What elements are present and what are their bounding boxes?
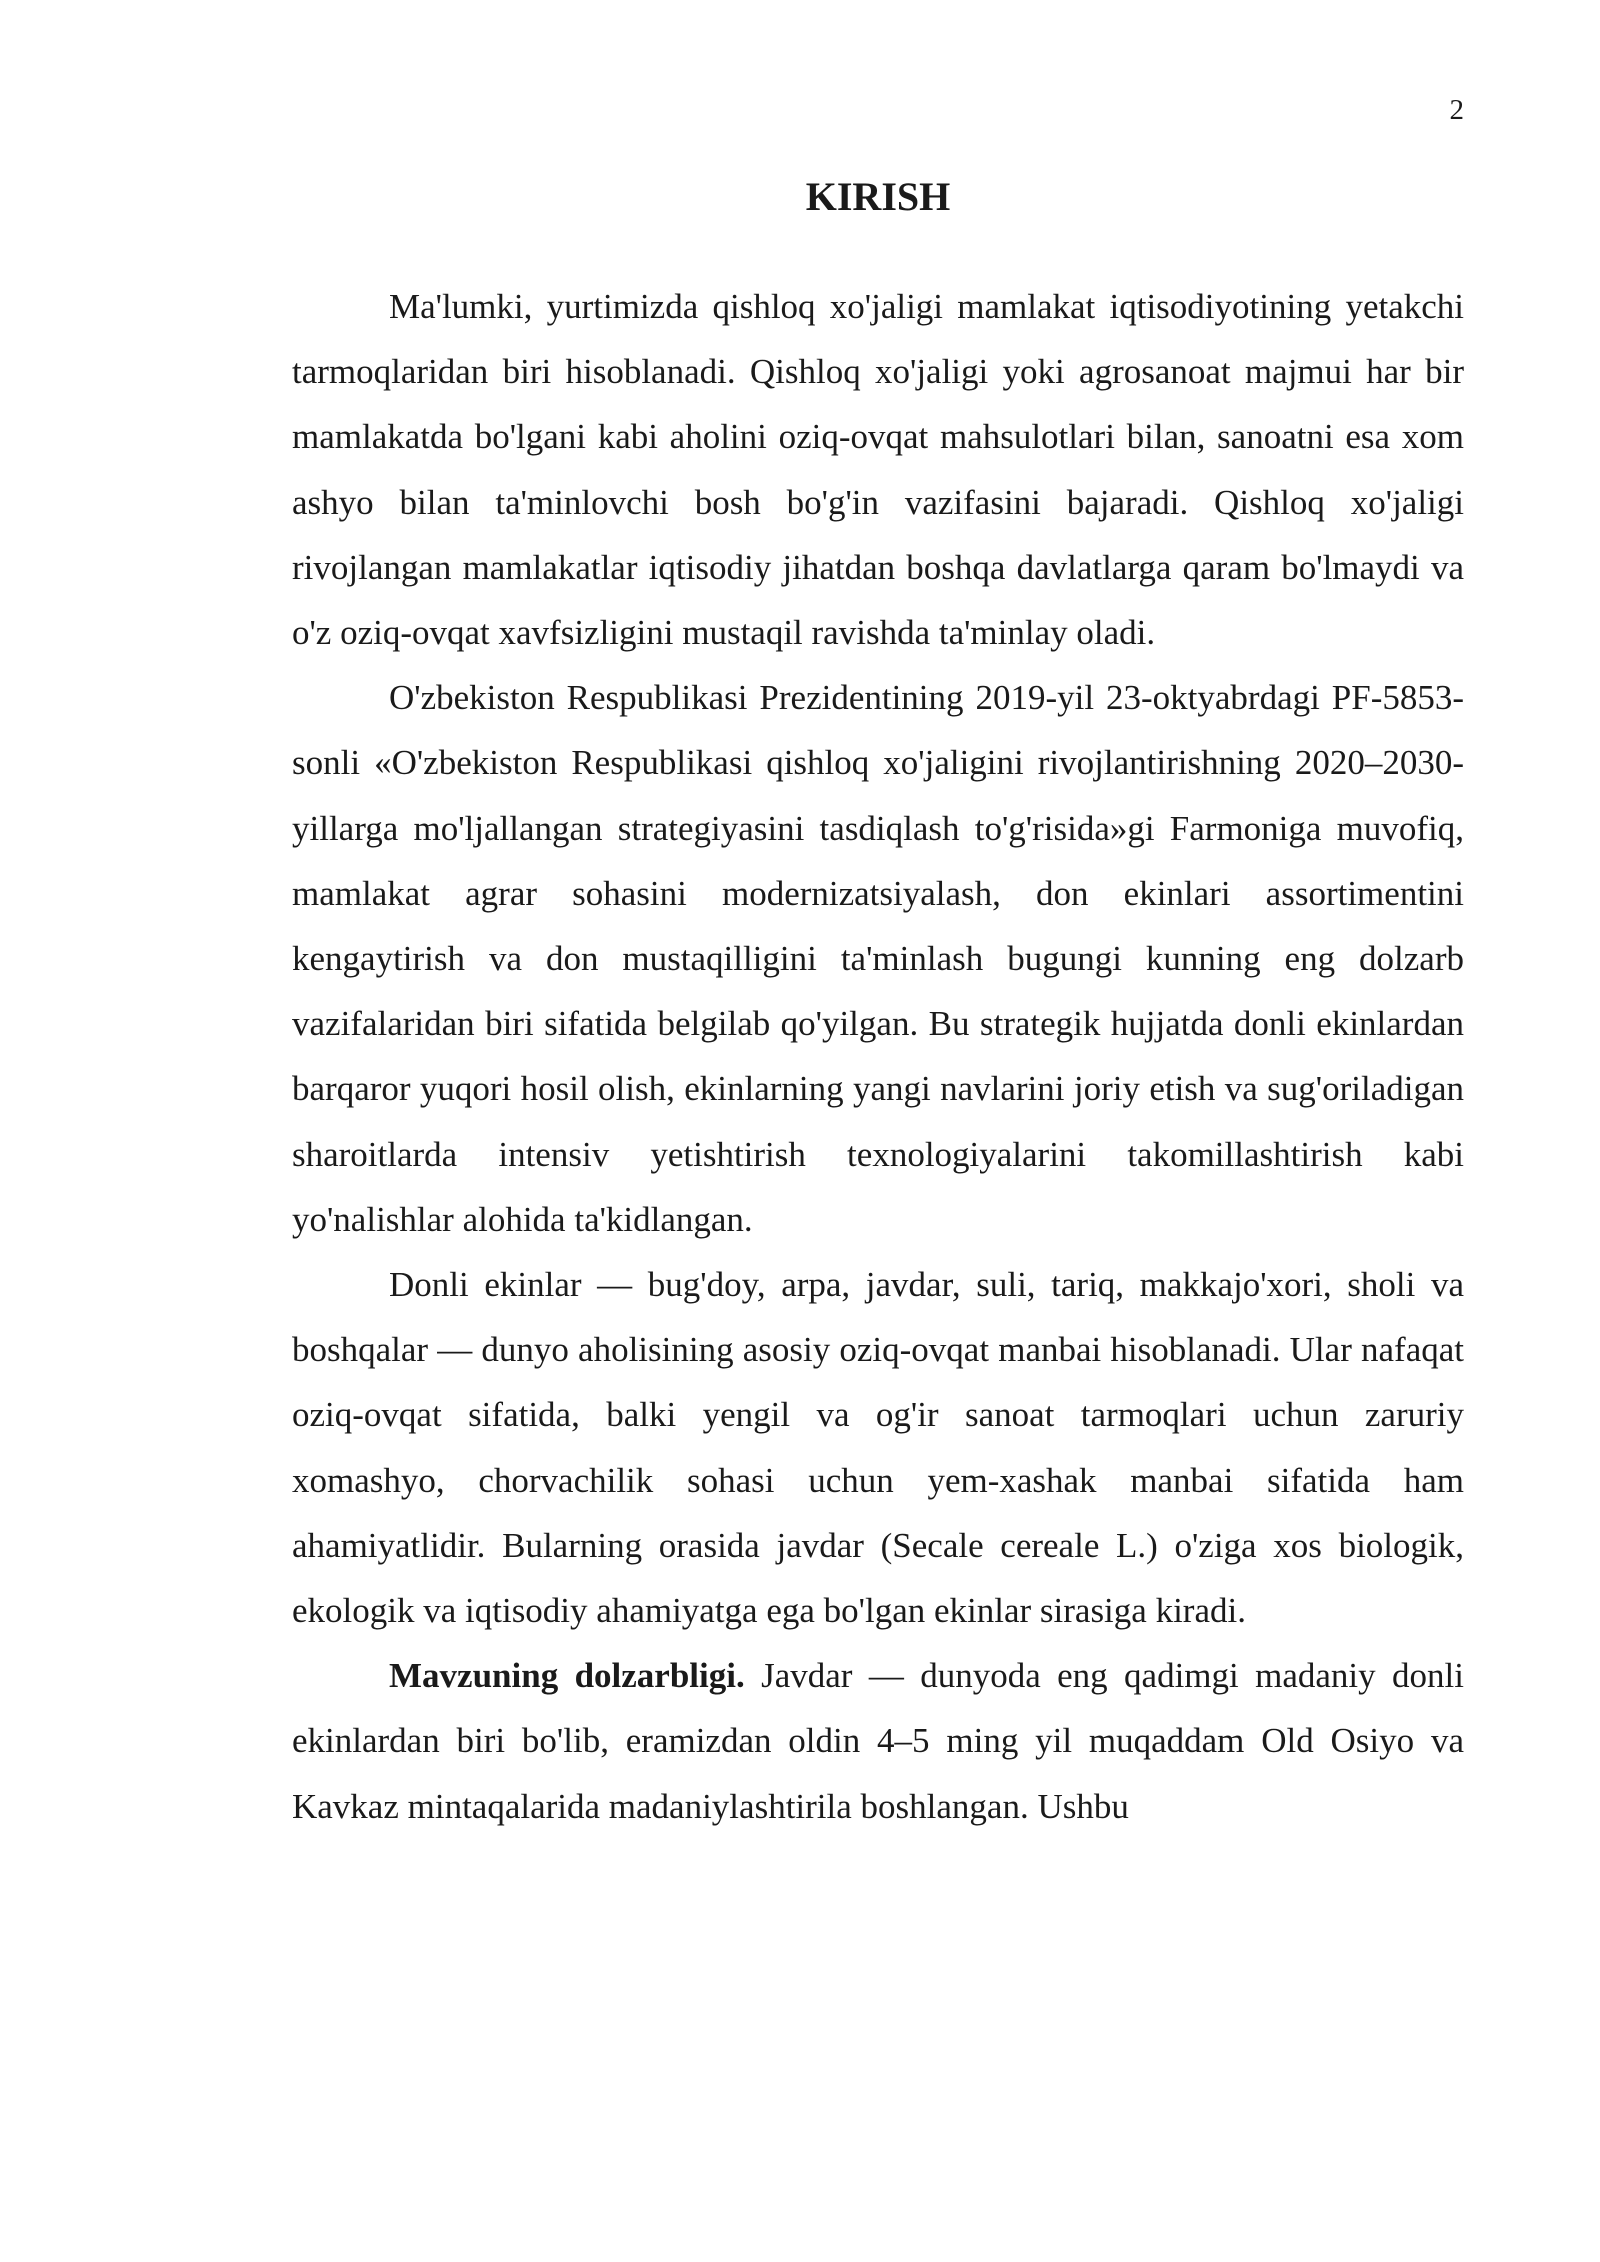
page-number: 2: [1449, 94, 1464, 126]
document-body: [292, 274, 1464, 1839]
paragraph-decree: O'zbekiston Respublikasi Prezidentining 2019-yil 23-oktyabrdagi PF-5853-sonli «O'zbekiston Respublikasi qishloq xo'jaligini rivojlantirishning 2020–2030-yillarga mo'ljallangan strategiyasini tasdiqlash to'g'risida»gi Farmoniga muvofiq, mamlakat agrar sohasini modernizatsiyalash, don ekinlari assortimentini kengaytirish va don mustaqilligini ta'minlash bugungi kunning eng dolzarb vazifalaridan biri sifatida belgilab qo'yilgan. Bu strategik hujjatda donli ekinlardan barqaror yuqori hosil olish, ekinlarning yangi navlarini joriy etish va sug'oriladigan sharoitlarda intensiv yetishtirish texnologiyalarini takomillashtirish kabi yo'nalishlar alohida ta'kidlangan.: [292, 678, 1464, 1239]
paragraph-intro: Ma'lumki, yurtimizda qishloq xo'jaligi mamlakat iqtisodiyotining yetakchi tarmoqlaridan biri hisoblanadi. Qishloq xo'jaligi yoki agrosanoat majmui har bir mamlakatda bo'lgani kabi aholini oziq-ovqat mahsulotlari bilan, sanoatni esa xom ashyo bilan ta'minlovchi bosh bo'g'in vazifasini bajaradi. Qishloq xo'jaligi rivojlangan mamlakatlar iqtisodiy jihatdan boshqa davlatlarga qaram bo'lmaydi va o'z oziq-ovqat xavfsizligini mustaqil ravishda ta'minlay oladi.: [292, 287, 1464, 653]
paragraph-cereals: Donli ekinlar — bug'doy, arpa, javdar, suli, tariq, makkajo'xori, sholi va boshqalar — dunyo aholisining asosiy oziq-ovqat manbai hisoblanadi. Ular nafaqat oziq-ovqat sifatida, balki yengil va og'ir sanoat tarmoqlari uchun zaruriy xomashyo, chorvachilik sohasi uchun yem-xashak manbai sifatida ham ahamiyatlidir. Bularning orasida javdar (Secale cereale L.) o'ziga xos biologik, ekologik va iqtisodiy ahamiyatga ega bo'lgan ekinlar sirasiga kiradi.: [292, 1265, 1464, 1631]
page-title: KIRISH: [805, 174, 951, 219]
relevance-heading: Mavzuning dolzarbligi.: [389, 1656, 745, 1696]
relevance-text: Javdar — dunyoda eng qadimgi madaniy donli ekinlardan biri bo'lib, eramizdan oldin 4–5 ming yil muqaddam Old Osiyo va Kavkaz mintaqalarida madaniylashtirila boshlangan. Ushbu: [292, 1656, 1464, 1826]
paragraph-relevance: [292, 1643, 1464, 1839]
